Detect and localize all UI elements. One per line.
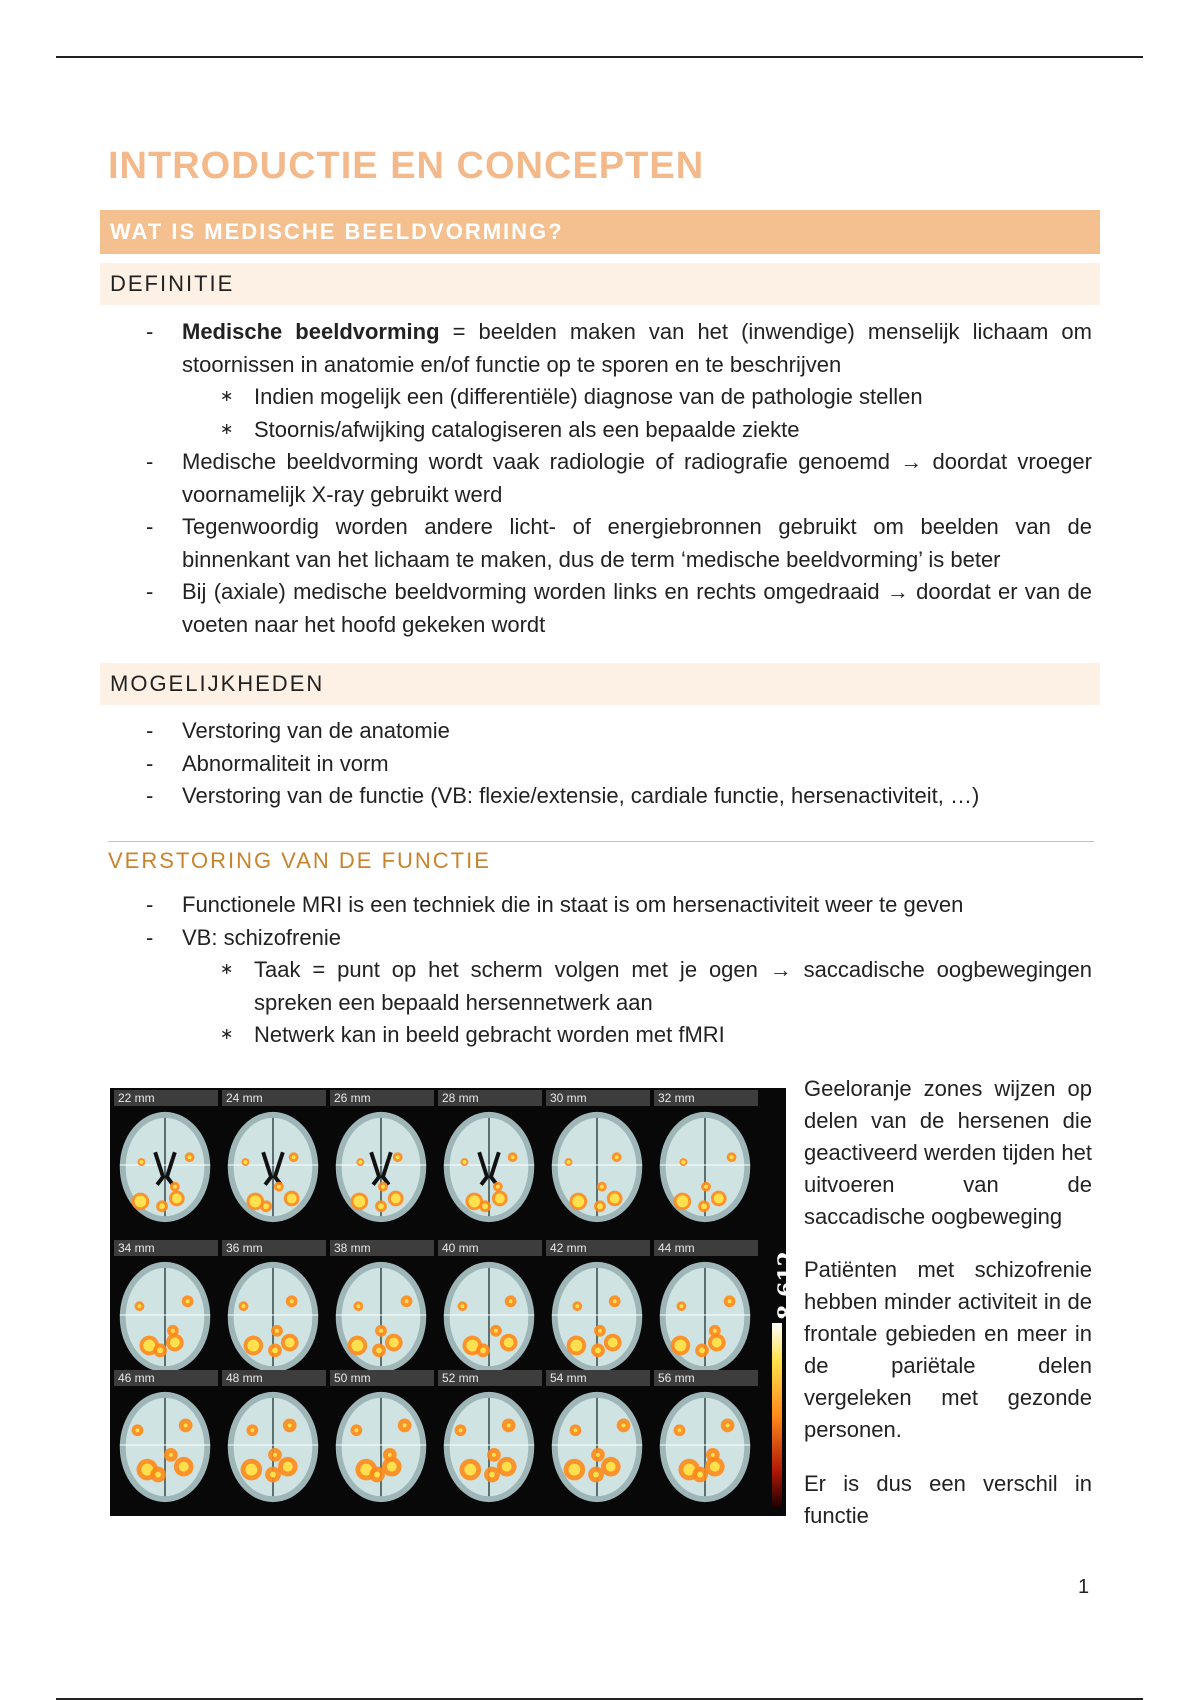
list-item bbox=[0, 446, 1200, 511]
brain-slice-icon bbox=[330, 1388, 432, 1506]
slice-label: 36 mm bbox=[222, 1240, 326, 1256]
list-item-text: Verstoring van de functie (VB: flexie/extensie, cardiale functie, hersenactiviteit, …) bbox=[182, 783, 980, 808]
list-item-text: = beelden maken van het (inwendige) menselijk lichaam om stoornissen in anatomie en/of functie op te sporen en te beschrijven bbox=[182, 319, 1092, 377]
list-item-text: Taak = punt op het scherm volgen met je ogen → saccadische oogbewegingen spreken een bepaald hersennetwerk aan bbox=[254, 957, 1092, 1015]
functie-list bbox=[0, 889, 1200, 1052]
list-item bbox=[0, 316, 1200, 381]
brain-slice-icon bbox=[114, 1388, 216, 1506]
list-item-text: Functionele MRI is een techniek die in staat is om hersenactiviteit weer te geven bbox=[182, 892, 964, 917]
list-item bbox=[0, 414, 1200, 447]
list-bullet: - bbox=[146, 449, 154, 474]
list-item bbox=[0, 922, 1200, 955]
list-item-text: Indien mogelijk een (differentiële) diagnose van de pathologie stellen bbox=[254, 384, 923, 409]
mogelijkheden-list bbox=[0, 715, 1200, 813]
list-item-text: Stoornis/afwijking catalogiseren als een bepaalde ziekte bbox=[254, 416, 800, 442]
definitie-list bbox=[0, 316, 1200, 641]
page-number: 1 bbox=[1078, 1576, 1090, 1598]
list-item bbox=[0, 576, 1200, 641]
slice-label: 28 mm bbox=[438, 1090, 542, 1106]
slice-label: 56 mm bbox=[654, 1370, 758, 1386]
list-item-text: Tegenwoordig worden andere licht- of energiebronnen gebruikt om beelden van de binnenkant van het lichaam te maken, dus de term ‘medische beeldvorming’ is beter bbox=[182, 514, 1092, 572]
term-bold: Medische beeldvorming bbox=[182, 319, 440, 344]
brain-slice-icon bbox=[222, 1388, 324, 1506]
list-bullet: - bbox=[146, 783, 154, 808]
slice-label: 50 mm bbox=[330, 1370, 434, 1386]
brain-slice-icon bbox=[654, 1108, 756, 1226]
list-item-text: Medische beeldvorming wordt vaak radiologie of radiografie genoemd → doordat vroeger voornamelijk X-ray gebruikt werd bbox=[182, 449, 1092, 507]
slice-label: 40 mm bbox=[438, 1240, 542, 1256]
list-item-text: Verstoring van de anatomie bbox=[182, 718, 450, 743]
list-bullet: - bbox=[146, 750, 154, 776]
slice-label: 44 mm bbox=[654, 1240, 758, 1256]
list-bullet: - bbox=[146, 718, 154, 743]
list-item-text: Netwerk kan in beeld gebracht worden met fMRI bbox=[254, 1022, 725, 1047]
brain-slice-icon bbox=[114, 1258, 216, 1376]
list-bullet: - bbox=[146, 892, 154, 917]
brain-slice-icon bbox=[438, 1388, 540, 1506]
list-item bbox=[0, 954, 1200, 1019]
brain-slice-icon bbox=[654, 1388, 756, 1506]
slice-label: 38 mm bbox=[330, 1240, 434, 1256]
section-heading: WAT IS MEDISCHE BEELDVORMING? bbox=[100, 210, 1100, 254]
list-bullet: - bbox=[146, 514, 154, 539]
color-scale-value: 8.612 bbox=[774, 1251, 800, 1320]
list-item bbox=[0, 889, 1200, 922]
brain-slice-icon bbox=[546, 1258, 648, 1376]
slice-label: 54 mm bbox=[546, 1370, 650, 1386]
list-item-text: Bij (axiale) medische beeldvorming worden links en rechts omgedraaid → doordat er van de voeten naar het hoofd gekeken wordt bbox=[182, 579, 1092, 637]
brain-slice-icon bbox=[546, 1108, 648, 1226]
list-item bbox=[0, 715, 1200, 748]
list-bullet: - bbox=[146, 319, 154, 344]
color-scale-bar bbox=[772, 1323, 782, 1508]
definitie-heading: DEFINITIE bbox=[100, 263, 1100, 305]
list-item bbox=[0, 381, 1200, 414]
brain-slice-icon bbox=[330, 1258, 432, 1376]
brain-slice-icon bbox=[546, 1388, 648, 1506]
fmri-brain-slices-figure bbox=[110, 1088, 786, 1516]
brain-slice-icon bbox=[222, 1258, 324, 1376]
slice-label: 34 mm bbox=[114, 1240, 218, 1256]
page-title: INTRODUCTIE EN CONCEPTEN bbox=[108, 145, 705, 187]
list-bullet: ∗ bbox=[220, 1026, 234, 1043]
list-item bbox=[0, 780, 1200, 813]
slice-label: 52 mm bbox=[438, 1370, 542, 1386]
list-bullet: ∗ bbox=[220, 420, 234, 438]
list-item-text: Abnormaliteit in vorm bbox=[182, 750, 389, 776]
list-item bbox=[0, 511, 1200, 576]
list-bullet: ∗ bbox=[220, 961, 234, 978]
brain-slice-icon bbox=[438, 1258, 540, 1376]
slice-label: 22 mm bbox=[114, 1090, 218, 1106]
brain-slice-icon bbox=[654, 1258, 756, 1376]
list-bullet: ∗ bbox=[220, 388, 234, 405]
figure-caption-3: Er is dus een verschil in functie bbox=[804, 1471, 1092, 1528]
slice-label: 26 mm bbox=[330, 1090, 434, 1106]
list-item bbox=[0, 1019, 1200, 1052]
brain-slice-icon bbox=[222, 1108, 324, 1226]
figure-caption-2: Patiënten met schizofrenie hebben minder activiteit in de frontale gebieden en meer in de pariëtale delen vergeleken met gezonde personen. bbox=[804, 1257, 1092, 1442]
brain-slice-icon bbox=[438, 1108, 540, 1226]
figure-caption-1: Geeloranje zones wijzen op delen van de hersenen die geactiveerd werden tijden het uitvoeren van de saccadische oogbeweging bbox=[804, 1076, 1092, 1229]
subsection-rule bbox=[108, 841, 1094, 842]
brain-slice-icon bbox=[114, 1108, 216, 1226]
slice-label: 48 mm bbox=[222, 1370, 326, 1386]
slice-label: 24 mm bbox=[222, 1090, 326, 1106]
list-bullet: - bbox=[146, 579, 154, 604]
slice-label: 46 mm bbox=[114, 1370, 218, 1386]
list-bullet: - bbox=[146, 924, 154, 950]
mogelijkheden-heading: MOGELIJKHEDEN bbox=[100, 663, 1100, 705]
slice-label: 42 mm bbox=[546, 1240, 650, 1256]
brain-slice-icon bbox=[330, 1108, 432, 1226]
slice-label: 30 mm bbox=[546, 1090, 650, 1106]
list-item bbox=[0, 748, 1200, 781]
functie-heading: VERSTORING VAN DE FUNCTIE bbox=[108, 848, 491, 873]
slice-label: 32 mm bbox=[654, 1090, 758, 1106]
list-item-text: VB: schizofrenie bbox=[182, 924, 341, 950]
top-rule bbox=[56, 56, 1143, 58]
